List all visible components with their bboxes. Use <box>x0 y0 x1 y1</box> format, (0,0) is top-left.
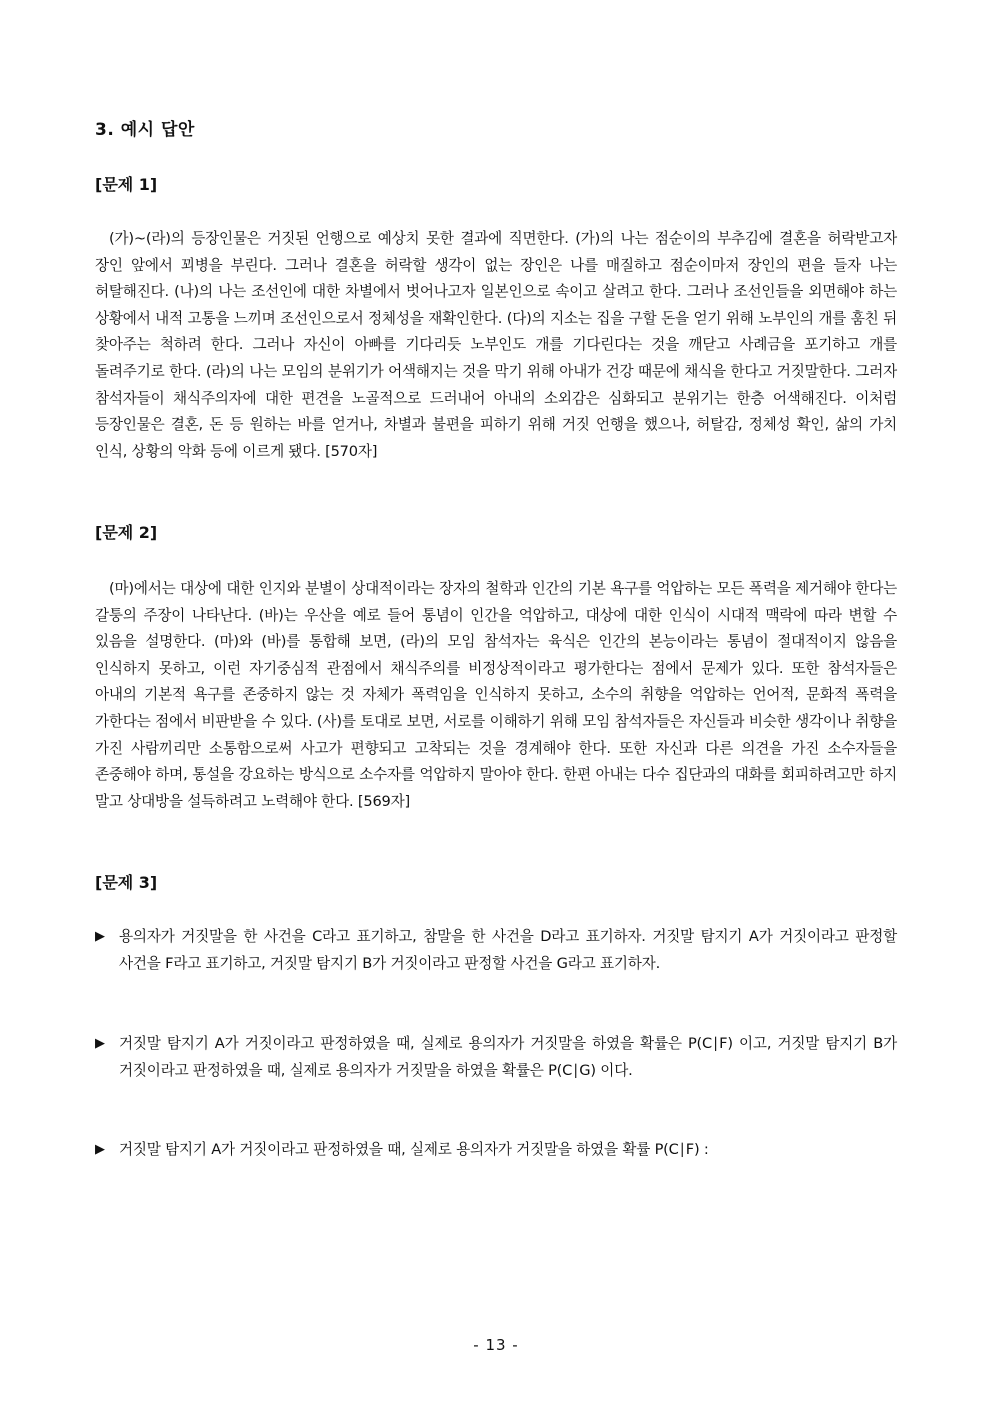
section-title: 3. 예시 답안 <box>95 120 195 140</box>
bullet-text: 용의자가 거짓말을 한 사건을 C라고 표기하고, 참말을 한 사건을 D라고 표기하자. 거짓말 탐지기 A가 거짓이라고 판정할 사건을 F라고 표기하고, 거짓말 탐지기 B가 거짓이라고 판정할 사건을 G라고 표기하자. <box>119 928 897 972</box>
problem-3-bullet-3 <box>95 1137 897 1164</box>
problem-3-heading: [문제 3] <box>95 873 158 892</box>
problem-3-bullet-2 <box>95 1031 897 1084</box>
bullet-arrow-icon: ▶ <box>95 929 105 944</box>
page-number: - 13 - <box>473 1336 519 1354</box>
problem-2-answer: (마)에서는 대상에 대한 인지와 분별이 상대적이라는 장자의 철학과 인간의 기본 욕구를 억압하는 모든 폭력을 제거해야 한다는 갈퉁의 주장이 나타난다. (바)는 우산을 예로 들어 통념이 인간을 억압하고, 대상에 대한 인식이 시대적 맥락에 따라 변할 수 있음을 설명한다. (마)와 (바)를 통합해 보면, (라)의 모임 참석자는 육식은 인간의 본능이라는 통념이 절대적이지 않음을 인식하지 못하고, 이런 자기중심적 관점에서 채식주의를 비정상적이라고 평가한다는 점에서 문제가 있다. 또한 참석자들은 아내의 기본적 욕구를 존중하지 않는 것 자체가 폭력임을 인식하지 못하고, 소수의 취향을 억압하는 언어적, 문화적 폭력을 가한다는 점에서 비판받을 수 있다. (사)를 토대로 보면, 서로를 이해하기 위해 모임 참석자들은 자신들과 비슷한 생각이나 취향을 가진 사람끼리만 소통함으로써 사고가 편향되고 고착되는 것을 경계해야 한다. 또한 자신과 다른 의견을 가진 소수자들을 존중해야 하며, 통설을 강요하는 방식으로 소수자를 억압하지 말아야 한다. 한편 아내는 다수 집단과의 대화를 회피하려고만 하지 말고 상대방을 설득하려고 노력해야 한다. [569자] <box>95 580 897 810</box>
bullet-text: 거짓말 탐지기 A가 거짓이라고 판정하였을 때, 실제로 용의자가 거짓말을 하였을 확률은 P(C∣F) 이고, 거짓말 탐지기 B가 거짓이라고 판정하였을 때, 실제로 용의자가 거짓말을 하였을 확률은 P(C∣G) 이다. <box>119 1035 897 1079</box>
bullet-text: 거짓말 탐지기 A가 거짓이라고 판정하였을 때, 실제로 용의자가 거짓말을 하였을 확률 P(C∣F) : <box>119 1141 709 1158</box>
problem-1-heading: [문제 1] <box>95 175 158 194</box>
problem-1-answer: (가)~(라)의 등장인물은 거짓된 언행으로 예상치 못한 결과에 직면한다. (가)의 나는 점순이의 부추김에 결혼을 허락받고자 장인 앞에서 꾀병을 부린다. 그러나 결혼을 허락할 생각이 없는 장인은 나를 매질하고 점순이마저 장인의 편을 들자 나는 허탈해진다. (나)의 나는 조선인에 대한 차별에서 벗어나고자 일본인으로 속이고 살려고 한다. 그러나 조선인들을 외면해야 하는 상황에서 내적 고통을 느끼며 조선인으로서 정체성을 재확인한다. (다)의 지소는 집을 구할 돈을 얻기 위해 노부인의 개를 훔친 뒤 찾아주는 척하려 한다. 그러나 자신이 아빠를 기다리듯 노부인도 개를 기다린다는 것을 깨닫고 사례금을 포기하고 개를 돌려주기로 한다. (라)의 나는 모임의 분위기가 어색해지는 것을 막기 위해 아내가 건강 때문에 채식을 한다고 거짓말한다. 그러자 참석자들이 채식주의자에 대한 편견을 노골적으로 드러내어 아내의 소외감은 심화되고 분위기는 한층 어색해진다. 이처럼 등장인물은 결혼, 돈 등 원하는 바를 얻거나, 차별과 불편을 피하기 위해 거짓 언행을 했으나, 허탈감, 정체성 확인, 삶의 가치 인식, 상황의 악화 등에 이르게 됐다. [570자] <box>95 230 897 460</box>
problem-2-heading: [문제 2] <box>95 523 158 542</box>
bullet-arrow-icon: ▶ <box>95 1036 105 1051</box>
bullet-arrow-icon: ▶ <box>95 1142 105 1157</box>
problem-3-bullet-1 <box>95 924 897 977</box>
